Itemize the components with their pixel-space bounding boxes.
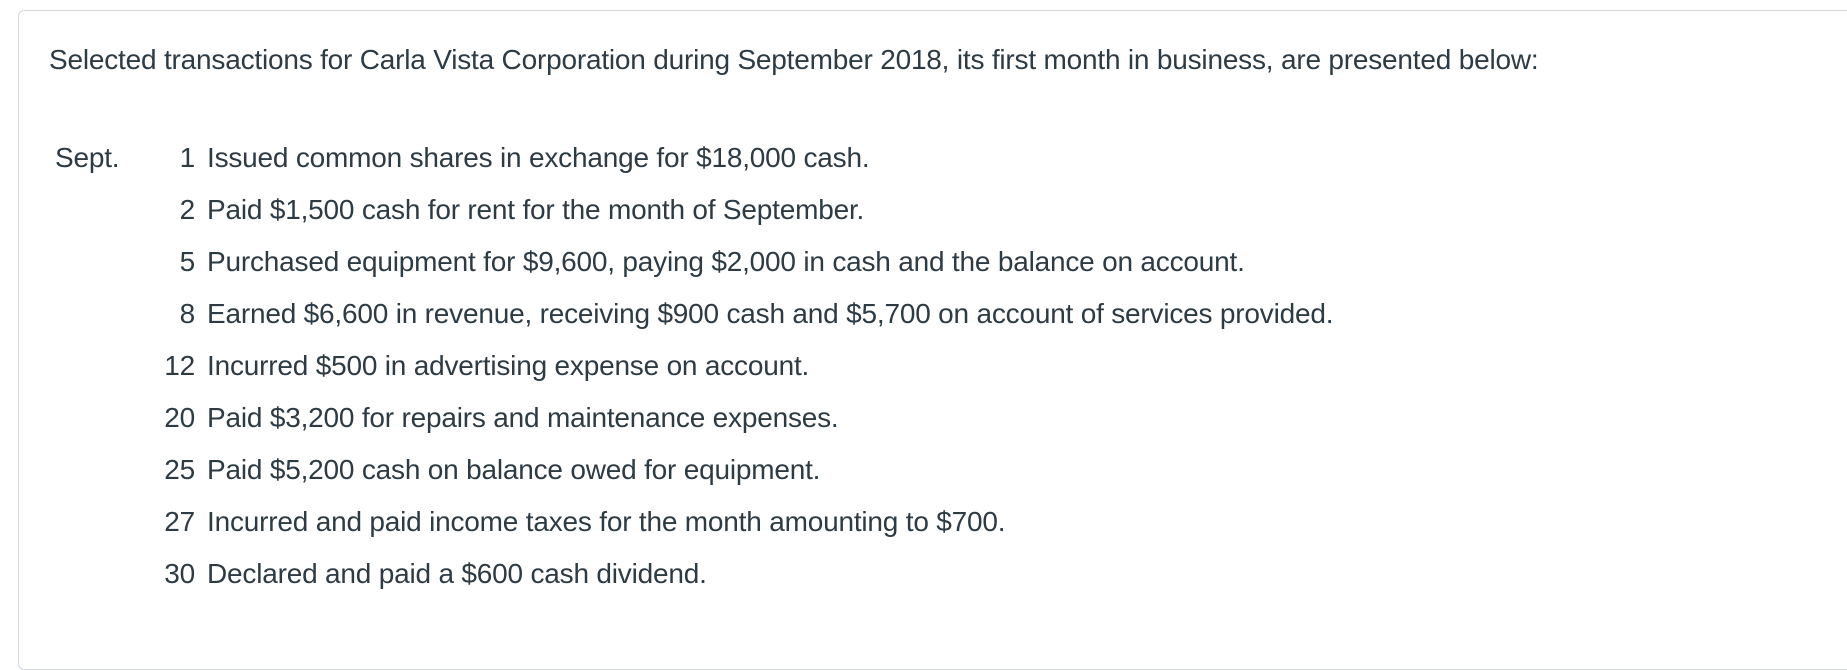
transaction-month <box>40 496 137 548</box>
transaction-month <box>40 548 137 600</box>
transaction-description: Issued common shares in exchange for $18,000 cash. <box>207 142 870 173</box>
transaction-row <box>40 236 1333 288</box>
transaction-row <box>40 548 1333 600</box>
transaction-row <box>40 340 1333 392</box>
transaction-month <box>40 444 137 496</box>
transaction-month: Sept. <box>55 142 120 173</box>
transaction-row <box>40 184 1333 236</box>
transaction-month <box>40 236 137 288</box>
transaction-day: 1 <box>179 142 195 173</box>
transaction-day: 2 <box>179 194 195 225</box>
transaction-description: Paid $3,200 for repairs and maintenance expenses. <box>207 402 839 433</box>
transaction-day: 8 <box>179 298 195 329</box>
transaction-day: 5 <box>179 246 195 277</box>
transaction-description: Paid $5,200 cash on balance owed for equipment. <box>207 454 821 485</box>
transaction-row <box>40 444 1333 496</box>
transaction-month <box>40 184 137 236</box>
transaction-description: Paid $1,500 cash for rent for the month of September. <box>207 194 865 225</box>
transaction-month <box>40 288 137 340</box>
transaction-day: 20 <box>164 402 195 433</box>
transaction-description: Earned $6,600 in revenue, receiving $900 cash and $5,700 on account of services provided. <box>207 298 1334 329</box>
transaction-month <box>40 392 137 444</box>
transaction-row <box>40 392 1333 444</box>
transaction-day: 27 <box>164 506 195 537</box>
transaction-row <box>40 288 1333 340</box>
transaction-day: 25 <box>164 454 195 485</box>
transaction-description: Incurred $500 in advertising expense on account. <box>207 350 810 381</box>
transaction-day: 30 <box>164 558 195 589</box>
transaction-description: Purchased equipment for $9,600, paying $2,000 in cash and the balance on account. <box>207 246 1245 277</box>
transaction-description: Declared and paid a $600 cash dividend. <box>207 558 707 589</box>
transaction-month <box>40 340 137 392</box>
intro-text: Selected transactions for Carla Vista Corporation during September 2018, its first month in business, are presented below: <box>49 44 1539 75</box>
transaction-day: 12 <box>164 350 195 381</box>
transaction-description: Incurred and paid income taxes for the month amounting to $700. <box>207 506 1006 537</box>
transaction-row <box>40 132 1333 184</box>
transactions-table <box>40 132 1333 600</box>
transaction-row <box>40 496 1333 548</box>
